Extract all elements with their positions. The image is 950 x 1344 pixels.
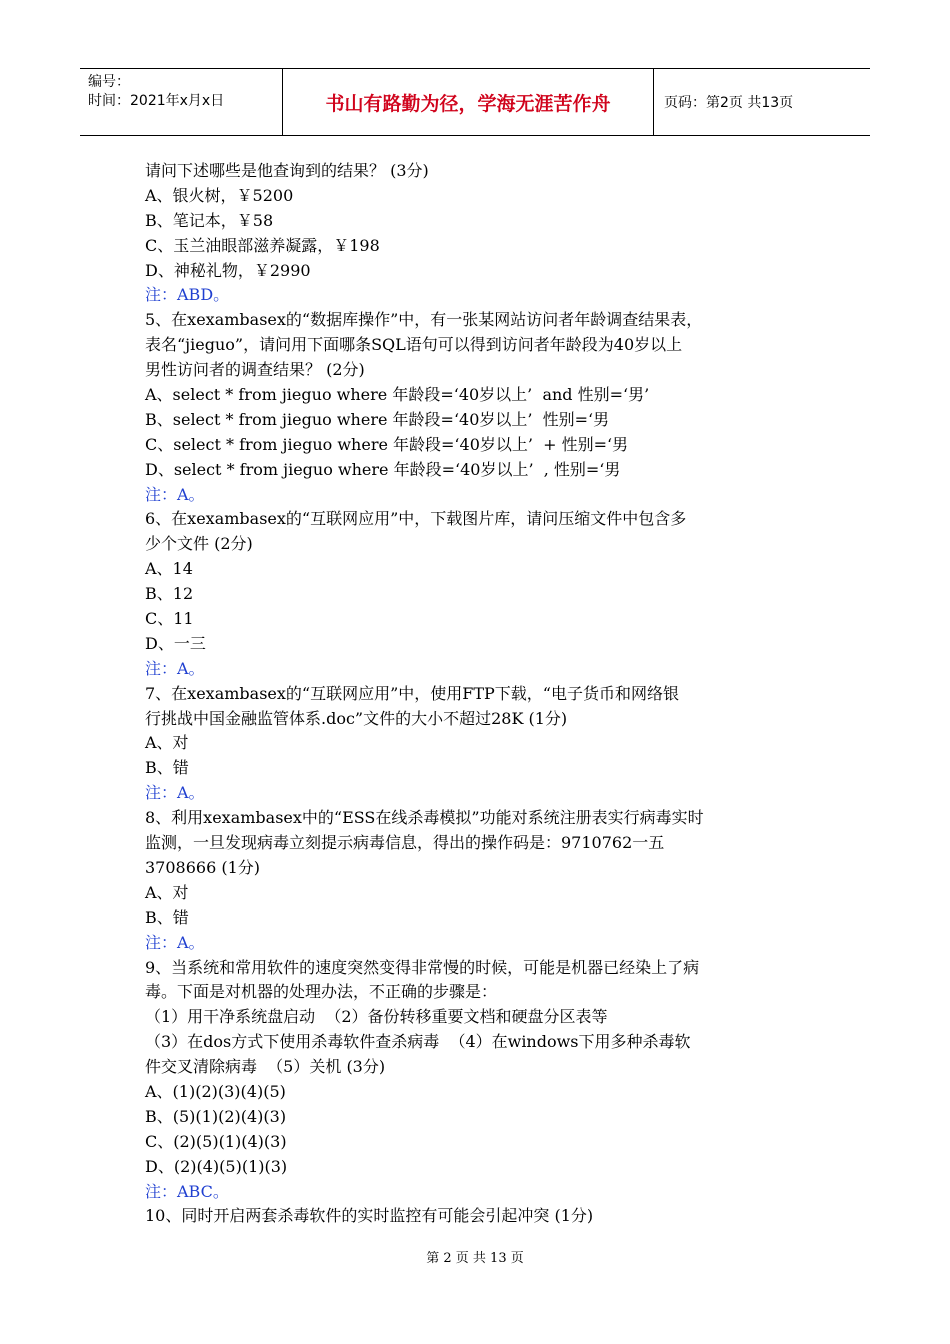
answer-option: D、神秘礼物，￥2990 xyxy=(145,260,311,280)
answer-option: B、错 xyxy=(145,758,189,778)
answer-option: A、对 xyxy=(145,733,189,753)
time-label: 时间：2021年x月x日 xyxy=(88,93,225,109)
question-text: 男性访问者的调查结果？ (2分) xyxy=(145,360,365,380)
header-info xyxy=(80,69,282,135)
question-text: 件交叉清除病毒 （5）关机 (3分) xyxy=(145,1057,386,1077)
answer-option: B、错 xyxy=(145,907,189,927)
header-page-label: 页码：第2页 共13页 xyxy=(664,95,794,111)
question-text: 6、在xexambasex的“互联网应用”中，下载图片库，请问压缩文件中包含多 xyxy=(145,509,687,529)
question-text: 10、同时开启两套杀毒软件的实时监控有可能会引起冲突 (1分) xyxy=(145,1206,594,1226)
answer-option: B、12 xyxy=(145,584,194,604)
answer-option: A、(1)(2)(3)(4)(5) xyxy=(145,1081,286,1101)
question-text: 7、在xexambasex的“互联网应用”中，使用FTP下载，“电子货币和网络银 xyxy=(145,683,679,703)
page-footer: 第 2 页 共 13 页 xyxy=(426,1251,524,1266)
question-text: 5、在xexambasex的“数据库操作”中，有一张某网站访问者年龄调查结果表， xyxy=(145,310,703,330)
answer-option: C、(2)(5)(1)(4)(3) xyxy=(145,1131,287,1151)
question-text: 请问下述哪些是他查询到的结果？ (3分) xyxy=(145,161,429,180)
answer-option: C、11 xyxy=(145,609,194,629)
header-motto: 书山有路勤为径，学海无涯苦作舟 xyxy=(282,69,654,135)
answer-option: A、对 xyxy=(145,882,189,902)
page-header xyxy=(80,68,870,136)
answer-option: B、(5)(1)(2)(4)(3) xyxy=(145,1106,287,1126)
answer-option: B、笔记本，￥58 xyxy=(145,210,274,230)
number-label: 编号： xyxy=(88,74,130,90)
answer-option: A、select * from jieguo where 年龄段=‘40岁以上’ and 性别=‘男’ xyxy=(145,385,650,405)
question-text: 监测，一旦发现病毒立刻提示病毒信息，得出的操作码是：9710762一五 xyxy=(145,833,665,853)
document-body xyxy=(145,159,825,1229)
question-text: 3708666 (1分) xyxy=(145,857,261,877)
answer-option: A、银火树，￥5200 xyxy=(145,185,294,205)
question-text: 少个文件 (2分) xyxy=(145,534,253,554)
answer-option: D、(2)(4)(5)(1)(3) xyxy=(145,1156,288,1176)
question-text: 毒。下面是对机器的处理办法，不正确的步骤是： xyxy=(145,982,498,1002)
question-text: 8、利用xexambasex中的“ESS在线杀毒模拟”功能对系统注册表实行病毒实时 xyxy=(145,808,704,828)
answer-option: D、一三 xyxy=(145,633,206,653)
answer-option: C、select * from jieguo where 年龄段=‘40岁以上’ + 性别=‘男 xyxy=(145,434,629,454)
answer-note: 注：A。 xyxy=(145,658,205,678)
question-text: （3）在dos方式下使用杀毒软件查杀病毒 （4）在windows下用多种杀毒软 xyxy=(145,1032,691,1052)
answer-note: 注：A。 xyxy=(145,932,205,952)
answer-option: B、select * from jieguo where 年龄段=‘40岁以上’ 性别=‘男 xyxy=(145,409,610,429)
answer-note: 注：A。 xyxy=(145,783,205,803)
answer-option: D、select * from jieguo where 年龄段=‘40岁以上’ , 性别=‘男 xyxy=(145,459,621,479)
answer-note: 注：ABD。 xyxy=(145,285,230,305)
question-text: （1）用干净系统盘启动 （2）备份转移重要文档和硬盘分区表等 xyxy=(145,1007,608,1027)
answer-note: 注：ABC。 xyxy=(145,1181,229,1201)
answer-option: A、14 xyxy=(145,559,193,579)
question-text: 9、当系统和常用软件的速度突然变得非常慢的时候，可能是机器已经染上了病 xyxy=(145,957,700,977)
answer-option: C、玉兰油眼部滋养凝露，￥198 xyxy=(145,235,380,255)
answer-note: 注：A。 xyxy=(145,484,205,504)
question-text: 行挑战中国金融监管体系.doc”文件的大小不超过28K (1分) xyxy=(145,708,568,728)
question-text: 表名“jieguo”，请问用下面哪条SQL语句可以得到访问者年龄段为40岁以上 xyxy=(145,335,683,355)
